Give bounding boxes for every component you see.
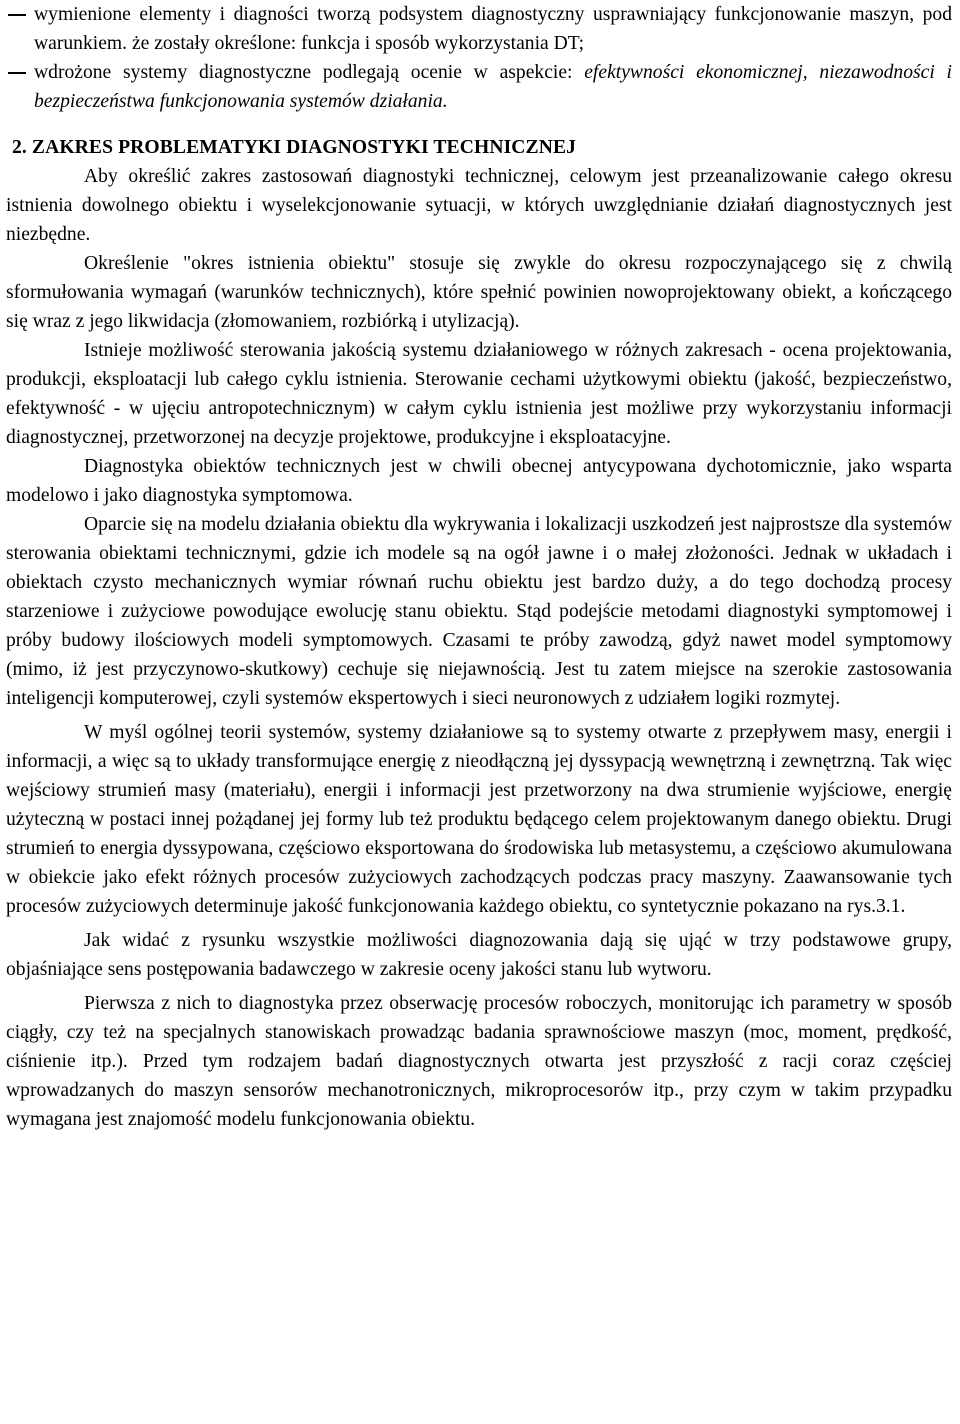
paragraph: Określenie "okres istnienia obiektu" stosuje się zwykle do okresu rozpoczynającego się z chwilą sformułowania wymagań (warunków technicznych), które spełnić powinien nowoprojektowany obiekt, a kończącego się wraz z jego likwidacja (złomowaniem, rozbiórką i utylizacją).: [6, 253, 952, 332]
paragraph: Jak widać z rysunku wszystkie możliwości diagnozowania dają się ująć w trzy podstawowe grupy, objaśniające sens postępowania badawczego w zakresie oceny jakości stanu lub wytworu.: [6, 930, 952, 980]
bullet-item: [6, 0, 952, 58]
paragraph: Pierwsza z nich to diagnostyka przez obserwację procesów roboczych, monitorując ich parametry w sposób ciągły, czy też na specjalnych stanowiskach prowadząc badania sprawnościowe maszyn (moc, moment, prędkość, ciśnienie itp.). Przed tym rodzajem badań diagnostycznych otwarta jest przyszłość z racji coraz częściej wprowadzanych do maszyn sensorów mechanotronicznych, mikroprocesorów itp., przy czym w takim przypadku wymagana jest znajomość modelu funkcjonowania obiektu.: [6, 993, 952, 1130]
bullet-text: wdrożone systemy diagnostyczne podlegają ocenie w aspekcie:: [34, 62, 585, 83]
section-heading: 2. ZAKRES PROBLEMATYKI DIAGNOSTYKI TECHNICZNEJ: [12, 137, 577, 158]
paragraph: Oparcie się na modelu działania obiektu dla wykrywania i lokalizacji uszkodzeń jest najprostsze dla systemów sterowania obiektami technicznymi, gdzie ich modele są na ogół jawne i o małej złożoności. Jednak w układach i obiektach czysto mechanicznych wymiar równań ruchu obiektu jest bardzo duży, a do tego dochodzą procesy starzeniowe i zużyciowe powodujące ewolucję stanu obiektu. Stąd podejście metodami diagnostyki symptomowej i próby budowy ilościowych modeli symptomowych. Czasami te próby zawodzą, gdyż nawet model symptomowy (mimo, iż jest przyczynowo-skutkowy) cechuje się niejawnością. Jest tu zatem miejsce na szerokie zastosowania inteligencji komputerowej, czyli systemów ekspertowych i sieci neuronowych z udziałem logiki rozmytej.: [6, 514, 952, 709]
paragraph: Aby określić zakres zastosowań diagnostyki technicznej, celowym jest przeanalizowanie całego okresu istnienia dowolnego obiektu i wyselekcjonowanie sytuacji, w których uwzględnianie działań diagnostycznych jest niezbędne.: [6, 166, 952, 245]
bullet-text: wymienione elementy i diagności tworzą podsystem diagnostyczny usprawniający funkcjonowanie maszyn, pod warunkiem. że zostały określone: funkcja i sposób wykorzystania DT;: [34, 4, 952, 54]
paragraph: Diagnostyka obiektów technicznych jest w chwili obecnej antycypowana dychotomicznie, jako wsparta modelowo i jako diagnostyka symptomowa.: [6, 456, 952, 506]
bullet-item: [6, 58, 952, 116]
paragraph: Istnieje możliwość sterowania jakością systemu działaniowego w różnych zakresach - ocena projektowania, produkcji, eksploatacji lub całego cyklu istnienia. Sterowanie cechami użytkowymi obiektu (jakość, bezpieczeństwo, efektywność - w ujęciu antropotechnicznym) w całym cyklu istnienia jest możliwe przy wykorzystaniu informacji diagnostycznej, przetworzonej na decyzje projektowe, produkcyjne i eksploatacyjne.: [6, 340, 952, 448]
paragraph: W myśl ogólnej teorii systemów, systemy działaniowe są to systemy otwarte z przepływem masy, energii i informacji, a więc są to układy transformujące energię z nieodłączną jej dyssypacją wewnętrzną i zewnętrzną. Tak więc wejściowy strumień masy (materiału), energii i informacji jest przetworzony na dwa strumienie wyjściowe, energię użyteczną w postaci innej pożądanej jej formy lub też produktu będącego celem projektowanym danego obiektu. Drugi strumień to energia dyssypowana, częściowo eksportowana do środowiska lub metasystemu, a częściowo akumulowana w obiekcie jako efekt różnych procesów zużyciowych zachodzących podczas pracy maszyny. Zaawansowanie tych procesów zużyciowych determinuje jakość funkcjonowania każdego obiektu, co syntetycznie pokazano na rys.3.1.: [6, 722, 952, 917]
bullet-italic-text: efektywności ekonomicznej, niezawodności i bezpieczeństwa funkcjonowania systemów działania.: [34, 62, 952, 112]
